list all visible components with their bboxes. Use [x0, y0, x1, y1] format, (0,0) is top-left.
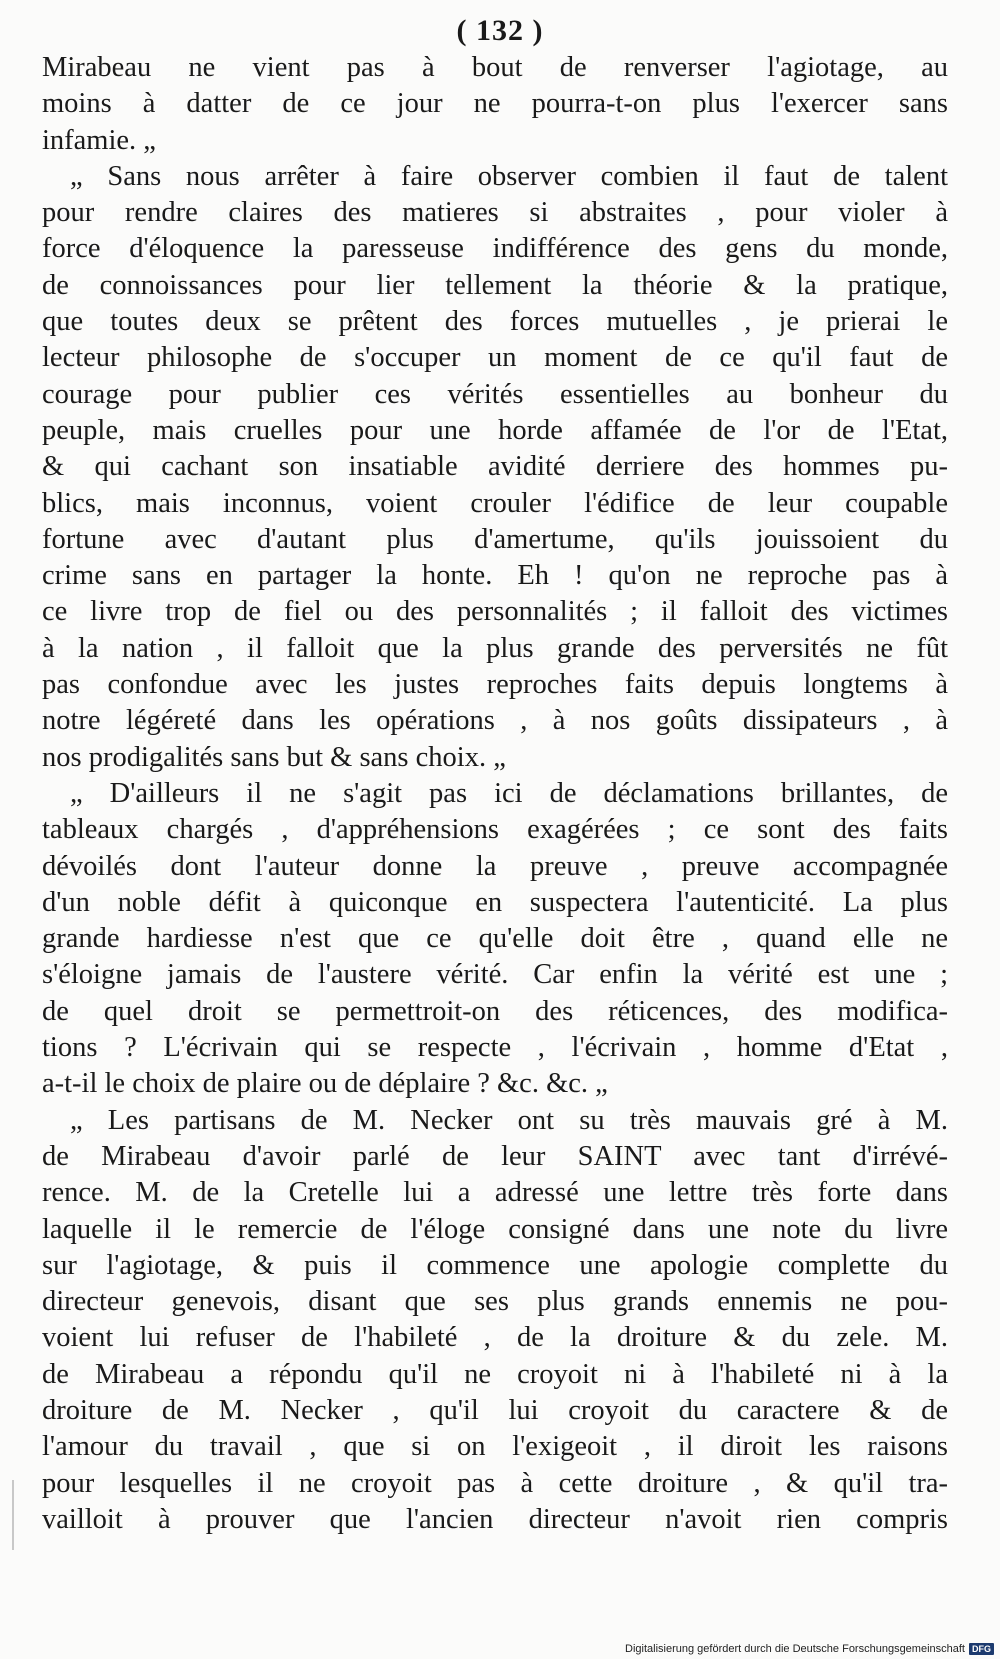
text-line: l'amour du travail , que si on l'exigeoit , il diroit les raisons — [42, 1431, 948, 1463]
text-line: d'un noble défit à quiconque en suspectera l'autenticité. La plus — [42, 886, 948, 918]
text-line: nos prodigalités sans but & sans choix. „ — [42, 741, 506, 773]
text-line: pas confondue avec les justes reproches faits depuis longtems à — [42, 669, 948, 701]
text-line: lecteur philosophe de s'occuper un moment de ce qu'il faut de — [42, 342, 948, 374]
text-line: sur l'agiotage, & puis il commence une apologie complette du — [42, 1249, 948, 1281]
text-line: rence. M. de la Cretelle lui a adressé une lettre très forte dans — [42, 1177, 948, 1209]
text-line: peuple, mais cruelles pour une horde affamée de l'or de l'Etat, — [42, 414, 948, 446]
text-line: „ Les partisans de M. Necker ont su très mauvais gré à M. — [70, 1104, 948, 1136]
body-text — [42, 50, 948, 1538]
footer-text: Digitalisierung gefördert durch die Deutsche Forschungsgemeinschaft — [625, 1643, 965, 1655]
text-line: grande hardiesse n'est que ce qu'elle doit être , quand elle ne — [42, 923, 948, 955]
text-line: laquelle il le remercie de l'éloge consigné dans une note du livre — [42, 1213, 948, 1245]
text-line: blics, mais inconnus, voient crouler l'édifice de leur coupable — [42, 487, 948, 519]
text-line: pour rendre claires des matieres si abstraites , pour violer à — [42, 197, 948, 229]
text-line: „ D'ailleurs il ne s'agit pas ici de déclamations brillantes, de — [70, 777, 948, 809]
text-line: de quel droit se permettroit-on des réticences, des modifica- — [42, 995, 948, 1027]
text-line: moins à datter de ce jour ne pourra-t-on plus l'exercer sans — [42, 88, 948, 120]
page-number: ( 132 ) — [456, 14, 544, 47]
text-line: de Mirabeau d'avoir parlé de leur SAINT avec tant d'irrévé- — [42, 1140, 948, 1172]
text-line: infamie. „ — [42, 124, 156, 156]
text-line: pour lesquelles il ne croyoit pas à cette droiture , & qu'il tra- — [42, 1467, 948, 1499]
digitization-credit — [625, 1643, 994, 1655]
text-line: voient lui refuser de l'habileté , de la droiture & du zele. M. — [42, 1322, 948, 1354]
text-line: „ Sans nous arrêter à faire observer combien il faut de talent — [70, 160, 948, 192]
text-line: vailloit à prouver que l'ancien directeur n'avoit rien compris — [42, 1503, 948, 1535]
text-line: tableaux chargés , d'appréhensions exagérées ; ce sont des faits — [42, 814, 948, 846]
text-line: crime sans en partager la honte. Eh ! qu'on ne reproche pas à — [42, 560, 948, 592]
text-line: que toutes deux se prêtent des forces mutuelles , je prierai le — [42, 306, 948, 338]
text-line: ce livre trop de fiel ou des personnalités ; il falloit des victimes — [42, 596, 948, 628]
text-line: directeur genevois, disant que ses plus grands ennemis ne pou- — [42, 1286, 948, 1318]
text-line: force d'éloquence la paresseuse indifférence des gens du monde, — [42, 233, 948, 265]
text-line: courage pour publier ces vérités essentielles au bonheur du — [42, 378, 948, 410]
text-line: s'éloigne jamais de l'austere vérité. Car enfin la vérité est une ; — [42, 959, 948, 991]
text-line: dévoilés dont l'auteur donne la preuve , preuve accompagnée — [42, 850, 948, 882]
text-line: notre légéreté dans les opérations , à nos goûts dissipateurs , à — [42, 705, 948, 737]
scan-margin-mark — [12, 1480, 14, 1550]
text-line: Mirabeau ne vient pas à bout de renverser l'agiotage, au — [42, 52, 948, 83]
text-line: fortune avec d'autant plus d'amertume, qu'ils jouissoient du — [42, 523, 948, 555]
text-line: droiture de M. Necker , qu'il lui croyoit du caractere & de — [42, 1394, 948, 1426]
text-line: tions ? L'écrivain qui se respecte , l'écrivain , homme d'Etat , — [42, 1032, 948, 1064]
text-line: de connoissances pour lier tellement la théorie & la pratique, — [42, 269, 948, 301]
dfg-logo-icon: DFG — [969, 1643, 994, 1655]
text-line: & qui cachant son insatiable avidité derriere des hommes pu- — [42, 451, 948, 483]
text-line: a-t-il le choix de plaire ou de déplaire ? &c. &c. „ — [42, 1068, 608, 1100]
text-line: de Mirabeau a répondu qu'il ne croyoit ni à l'habileté ni à la — [42, 1358, 948, 1390]
text-line: à la nation , il falloit que la plus grande des perversités ne fût — [42, 632, 948, 664]
